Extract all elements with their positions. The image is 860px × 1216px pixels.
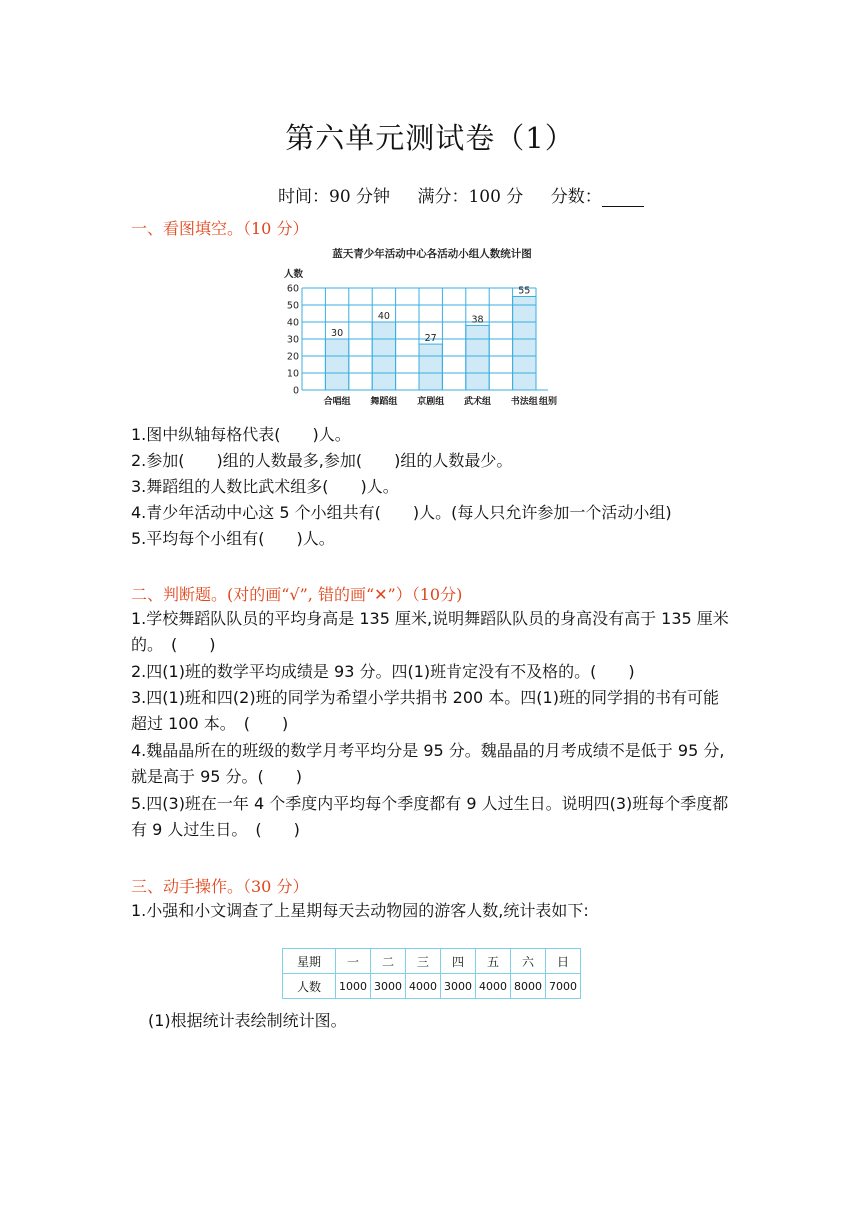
page-title: 第六单元测试卷（1） [285,121,575,155]
bar [419,344,442,390]
bar [325,339,348,390]
y-tick-label: 40 [286,317,299,329]
time-limit: 时间：90 分钟 [278,187,391,207]
value-cell: 1000 [336,974,371,999]
chart-title: 蓝天青少年活动中心各活动小组人数统计图 [332,248,532,260]
day-cell: 三 [406,949,441,974]
y-tick-label: 30 [286,334,299,346]
day-cell: 四 [441,949,476,974]
day-cell: 一 [336,949,371,974]
q1-2: 2.参加( )组的人数最多,参加( )组的人数最少。 [131,451,513,470]
table-row-header [283,949,581,974]
table-row-label: 人数 [283,974,336,999]
y-tick-label: 0 [292,385,299,397]
table-row-values [283,974,581,999]
exam-meta [278,182,688,207]
table-header-label: 星期 [283,949,336,974]
visitor-table [282,948,581,999]
score-blank[interactable] [602,190,644,207]
bar-chart-svg [282,244,582,414]
x-tick-label: 书法组 [510,397,538,407]
q3-1: 1.小强和小文调查了上星期每天去动物园的游客人数,统计表如下: [131,901,589,920]
section-1-heading: 一、看图填空。（10 分） [131,219,309,238]
q2-3: 3.四(1)班和四(2)班的同学为希望小学共捐书 200 本。四(1)班的同学捐的书有可能超过 100 本。 ( ) [131,688,719,733]
q2-4: 4.魏晶晶所在的班级的数学月考平均分是 95 分。魏晶晶的月考成绩不是低于 95 分,就是高于 95 分。( ) [131,741,725,786]
bar-chart [282,244,582,414]
x-tick-label: 武术组 [463,397,492,407]
value-cell: 3000 [441,974,476,999]
section-2-heading: 二、判断题。(对的画“√”, 错的画“✕”）（10分) [131,585,463,604]
day-cell: 六 [511,949,546,974]
y-tick-label: 10 [286,368,299,380]
day-cell: 五 [476,949,511,974]
x-axis-label: 组别 [538,397,558,407]
value-cell: 8000 [511,974,546,999]
y-axis-label: 人数 [284,269,304,280]
y-tick-label: 60 [286,283,299,295]
data-label: 30 [331,328,344,339]
q1-3: 3.舞蹈组的人数比武术组多( )人。 [131,477,399,496]
value-cell: 7000 [546,974,581,999]
y-tick-label: 20 [286,351,299,363]
x-tick-label: 合唱组 [323,397,351,407]
day-cell: 二 [371,949,406,974]
q1-4: 4.青少年活动中心这 5 个小组共有( )人。(每人只允许参加一个活动小组) [131,503,672,522]
x-tick-label: 京剧组 [417,397,445,407]
data-label: 55 [518,285,531,297]
bar [513,297,536,391]
q1-1: 1.图中纵轴每格代表( )人。 [131,425,351,444]
q2-1: 1.学校舞蹈队队员的平均身高是 135 厘米,说明舞蹈队队员的身高没有高于 135 厘米的。 ( ) [131,609,729,654]
data-label: 40 [377,311,390,322]
y-tick-label: 50 [286,300,299,312]
q2-5: 5.四(3)班在一年 4 个季度内平均每个季度都有 9 人过生日。说明四(3)班每个季度都有 9 人过生日。 ( ) [131,794,729,839]
full-score: 满分：100 分 [417,187,524,207]
score-label: 分数： [551,187,666,207]
day-cell: 日 [546,949,581,974]
data-label: 38 [471,314,484,326]
q3-1-sub1: (1)根据统计表绘制统计图。 [148,1011,347,1030]
data-label: 27 [424,333,437,345]
bar [466,325,489,390]
value-cell: 4000 [406,974,441,999]
value-cell: 4000 [476,974,511,999]
x-tick-label: 舞蹈组 [370,397,398,407]
value-cell: 3000 [371,974,406,999]
q2-2: 2.四(1)班的数学平均成绩是 93 分。四(1)班肯定没有不及格的。( ) [131,662,635,681]
section-3-heading: 三、动手操作。（30 分） [131,877,309,896]
q1-5: 5.平均每个小组有( )人。 [131,529,335,548]
